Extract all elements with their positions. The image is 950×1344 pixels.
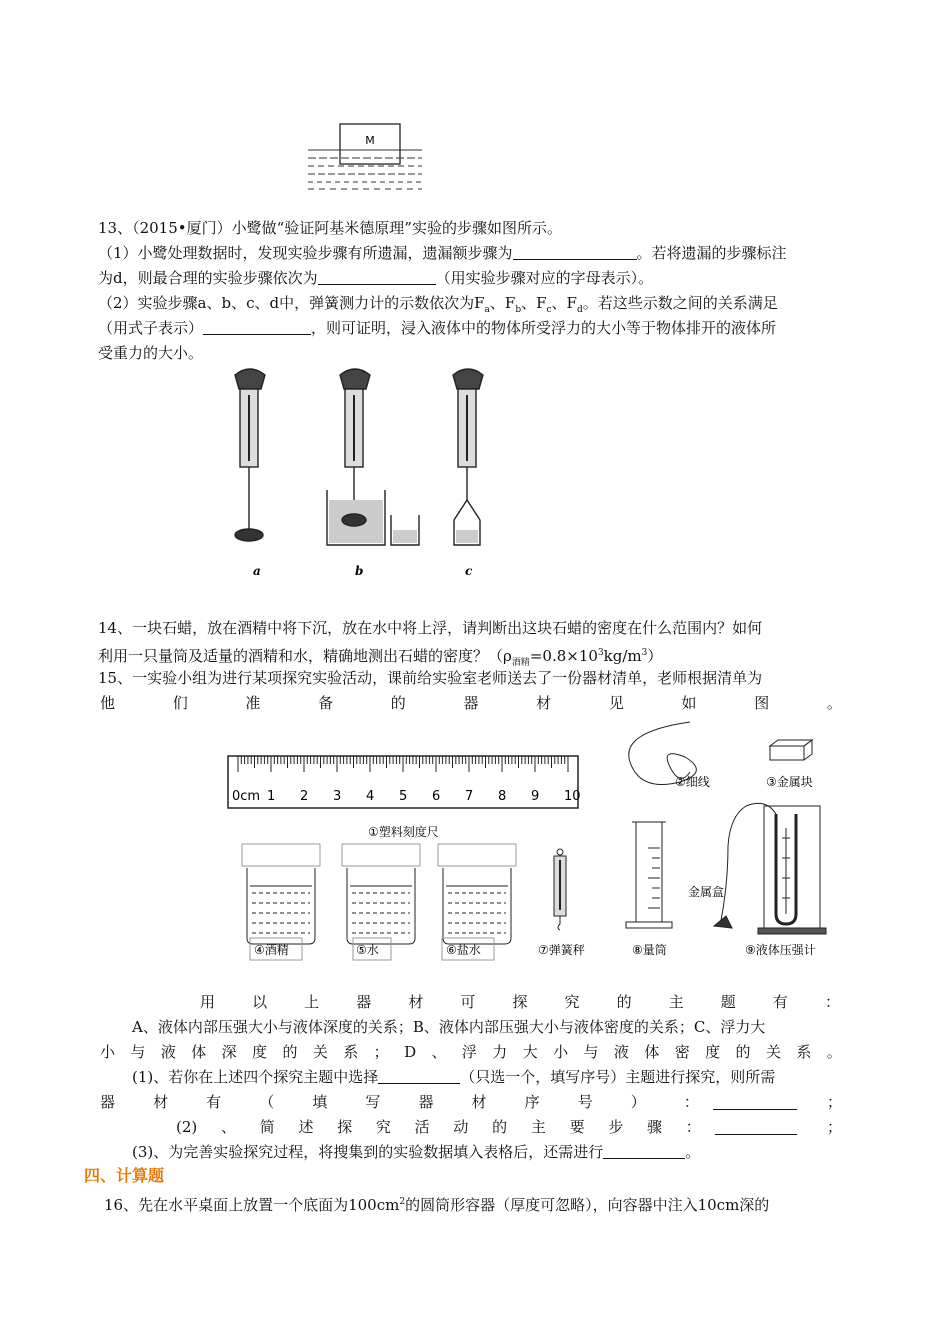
ruler-label: ①塑料刻度尺 xyxy=(368,825,439,839)
spaced-char: （ xyxy=(259,1093,275,1111)
q14-line1: 14、一块石蜡，放在酒精中将下沉，放在水中将上浮，请判断出这块石蜡的密度在什么范围内？如何 xyxy=(98,619,763,637)
metal-label: ③金属块 xyxy=(766,775,813,789)
spaced-char: 可 xyxy=(460,993,476,1011)
water-beaker xyxy=(342,844,420,944)
q15-part1-line1: (1)、若你在上述四个探究主题中选择 （只选一个，填写序号）主题进行探究，则所需 xyxy=(132,1068,776,1086)
q15-part3: (3)、为完善实验探究过程，将搜集到的实验数据填入表格后，还需进行 。 xyxy=(132,1143,701,1161)
spaced-char: 液 xyxy=(160,1043,176,1061)
ruler-number: 4 xyxy=(366,789,375,804)
ruler-number: 6 xyxy=(432,789,441,804)
spaced-char: 究 xyxy=(375,1118,391,1136)
spaced-char: 关 xyxy=(765,1043,781,1061)
liquid-pressure-gauge xyxy=(714,803,826,934)
q14-line2: 利用一只量筒及适量的酒精和水，精确地测出石蜡的密度？$(\rho_{酒精}=0.8\times 10^3kg/m^3)$ xyxy=(98,647,663,668)
q13-line1: 13、（2015•厦门）小鹭做“验证阿基米德原理”实验的步骤如图所示。 xyxy=(98,219,562,237)
answer-blank[interactable] xyxy=(603,1143,685,1159)
q13-line5: （用式子表示） ，则可证明，浸入液体中的物体所受浮力的大小等于物体排开的液体所 xyxy=(98,319,777,337)
answer-blank[interactable] xyxy=(378,1068,460,1084)
spaced-char: 主 xyxy=(668,993,684,1011)
spaced-char: 题 xyxy=(720,993,736,1011)
spaced-char: 步 xyxy=(608,1118,624,1136)
ruler-number: 9 xyxy=(531,789,540,804)
ruler-number: 2 xyxy=(300,789,309,804)
spaced-char: 度 xyxy=(705,1043,721,1061)
spaced-char: 大 xyxy=(522,1043,538,1061)
spaced-char: 液 xyxy=(613,1043,629,1061)
spaced-char: 与 xyxy=(583,1043,599,1061)
spaced-char: ： xyxy=(824,993,840,1011)
spaced-char: 器 xyxy=(463,694,479,712)
spaced-char: 活 xyxy=(414,1118,430,1136)
spaced-char: 的 xyxy=(735,1043,751,1061)
spaced-char: 体 xyxy=(644,1043,660,1061)
spaced-char: 材 xyxy=(408,993,424,1011)
equipment-figure xyxy=(220,718,840,968)
q13-line4: （2）实验步骤a、b、c、d中，弹簧测力计的示数依次为$F_a$、$F_b$、$F_c$、$F_d$。若这些示数之间的关系满足 xyxy=(98,294,778,315)
fig-label-a: a xyxy=(253,564,261,578)
spaced-char: 上 xyxy=(304,993,320,1011)
spaced-char: (2) xyxy=(176,1118,198,1136)
spaced-char: 系 xyxy=(343,1043,359,1061)
spaced-char: 有 xyxy=(206,1093,222,1111)
ruler-number: 10 xyxy=(564,789,581,804)
q15-line2 xyxy=(100,693,842,713)
brine-label: ⑥盐水 xyxy=(446,943,481,957)
spaced-char: 深 xyxy=(221,1043,237,1061)
spaced-char: 、 xyxy=(220,1118,236,1136)
spring-scale-steps-figure xyxy=(220,365,510,580)
spaced-char: 系 xyxy=(796,1043,812,1061)
spaced-char: 。 xyxy=(826,1043,842,1061)
ruler-number: 7 xyxy=(465,789,474,804)
q13-line6: 受重力的大小。 xyxy=(98,344,204,362)
spaced-char: 备 xyxy=(318,694,334,712)
ruler-number: 5 xyxy=(399,789,408,804)
block-label: M xyxy=(365,134,375,147)
spaced-char: 图 xyxy=(754,694,770,712)
q16-line1: 16、先在水平桌面上放置一个底面为$100cm^2$的圆筒形容器（厚度可忽略），向容器中注入10cm深的 xyxy=(104,1196,770,1214)
spaced-char: 究 xyxy=(564,993,580,1011)
fig-label-b: b xyxy=(355,564,364,578)
spaced-char: 以 xyxy=(252,993,268,1011)
spring-balance xyxy=(554,849,566,930)
spaced-char: 见 xyxy=(608,694,624,712)
ruler-number: 3 xyxy=(333,789,342,804)
spaced-char: 度 xyxy=(252,1043,268,1061)
spaced-char: 材 xyxy=(471,1093,487,1111)
gauge-label: ⑨液体压强计 xyxy=(745,943,816,957)
step-a xyxy=(235,369,265,541)
spaced-char: 、 xyxy=(431,1043,447,1061)
spaced-char: 的 xyxy=(616,993,632,1011)
brine-beaker xyxy=(438,844,516,944)
spaced-char: 器 xyxy=(100,1093,116,1111)
spaced-char: 有 xyxy=(772,993,788,1011)
spaced-char: 探 xyxy=(512,993,528,1011)
spaced-char: 的 xyxy=(492,1118,508,1136)
answer-blank[interactable] xyxy=(513,244,637,260)
q15-topics-line1: A、液体内部压强大小与液体深度的关系；B、液体内部压强大小与液体密度的关系；C、浮力大 xyxy=(132,1018,766,1036)
spaced-char: ） xyxy=(630,1093,646,1111)
spaced-char: 器 xyxy=(418,1093,434,1111)
q13-line2: （1）小鹭处理数据时，发现实验步骤有所遗漏，遗漏额步骤为 。若将遗漏的步骤标注 xyxy=(98,244,787,262)
spaced-char: 号 xyxy=(577,1093,593,1111)
ruler-number: 8 xyxy=(498,789,507,804)
spaced-char: 小 xyxy=(553,1043,569,1061)
spaced-char: 力 xyxy=(492,1043,508,1061)
spaced-char: 简 xyxy=(259,1118,275,1136)
step-b xyxy=(327,369,419,545)
q15-part2: (2) 、 简 述 探 究 活 动 的 主 要 步 骤 ： ； xyxy=(176,1118,842,1136)
answer-blank[interactable] xyxy=(203,319,311,335)
q15-line1: 15、一实验小组为进行某项探究实验活动，课前给实验室老师送去了一份器材清单，老师根据清单为 xyxy=(98,669,763,687)
cylinder-label: ⑧量筒 xyxy=(632,943,667,957)
spaced-char: 述 xyxy=(298,1118,314,1136)
spaced-char: 准 xyxy=(245,694,261,712)
spaced-char: 关 xyxy=(312,1043,328,1061)
fig-label-c: c xyxy=(465,564,473,578)
spaced-char: 材 xyxy=(536,694,552,712)
spaced-char: ； xyxy=(373,1043,389,1061)
floating-block-figure xyxy=(300,120,430,192)
spaced-char: D xyxy=(404,1043,417,1061)
spaced-char: ： xyxy=(683,1093,699,1111)
section-title: 四、计算题 xyxy=(84,1166,165,1185)
spaced-char: 动 xyxy=(453,1118,469,1136)
spaced-char: 小 xyxy=(100,1043,116,1061)
spaced-char: 与 xyxy=(130,1043,146,1061)
spaced-char: 骤 xyxy=(647,1118,663,1136)
measuring-cylinder xyxy=(626,822,672,928)
answer-blank[interactable] xyxy=(715,1119,797,1135)
spaced-char: 填 xyxy=(312,1093,328,1111)
spaced-char: 主 xyxy=(530,1118,546,1136)
water-label: ⑤水 xyxy=(356,943,379,957)
ruler-number: 0cm xyxy=(232,789,261,804)
q15-part1-line2: 器 材 有 （ 填 写 器 材 序 号 ） ： ； xyxy=(100,1093,842,1111)
spaced-char: 器 xyxy=(356,993,372,1011)
q13-line3: 为d，则最合理的实验步骤依次为 （用实验步骤对应的字母表示）。 xyxy=(98,269,654,287)
spaced-char: 要 xyxy=(569,1118,585,1136)
spaced-char: ： xyxy=(685,1118,701,1136)
spaced-char: 体 xyxy=(191,1043,207,1061)
spaced-char: 他 xyxy=(100,694,116,712)
spaced-char: 浮 xyxy=(461,1043,477,1061)
q15-topics-intro xyxy=(200,992,840,1012)
step-c xyxy=(453,369,483,545)
alcohol-label: ④酒精 xyxy=(254,943,289,957)
spaced-char: 用 xyxy=(200,993,216,1011)
ruler-number: 1 xyxy=(267,789,276,804)
spaced-char: 的 xyxy=(390,694,406,712)
spaced-char: 密 xyxy=(674,1043,690,1061)
thread-label: ②细线 xyxy=(675,775,710,789)
q15-topics-line2 xyxy=(100,1042,842,1062)
spaced-char: 探 xyxy=(337,1118,353,1136)
spaced-char: 。 xyxy=(826,694,842,712)
alcohol-beaker xyxy=(242,844,320,944)
spaced-char: 写 xyxy=(365,1093,381,1111)
spaced-char: 的 xyxy=(282,1043,298,1061)
metal-box-label: 金属盒 xyxy=(688,885,725,899)
spaced-char: 序 xyxy=(524,1093,540,1111)
spring-label: ⑦弹簧秤 xyxy=(538,943,585,957)
spaced-char: 如 xyxy=(681,694,697,712)
answer-blank[interactable] xyxy=(318,269,436,285)
metal-block xyxy=(770,740,812,760)
answer-blank[interactable] xyxy=(713,1094,797,1110)
spaced-char: 们 xyxy=(172,694,188,712)
spaced-char: 材 xyxy=(153,1093,169,1111)
